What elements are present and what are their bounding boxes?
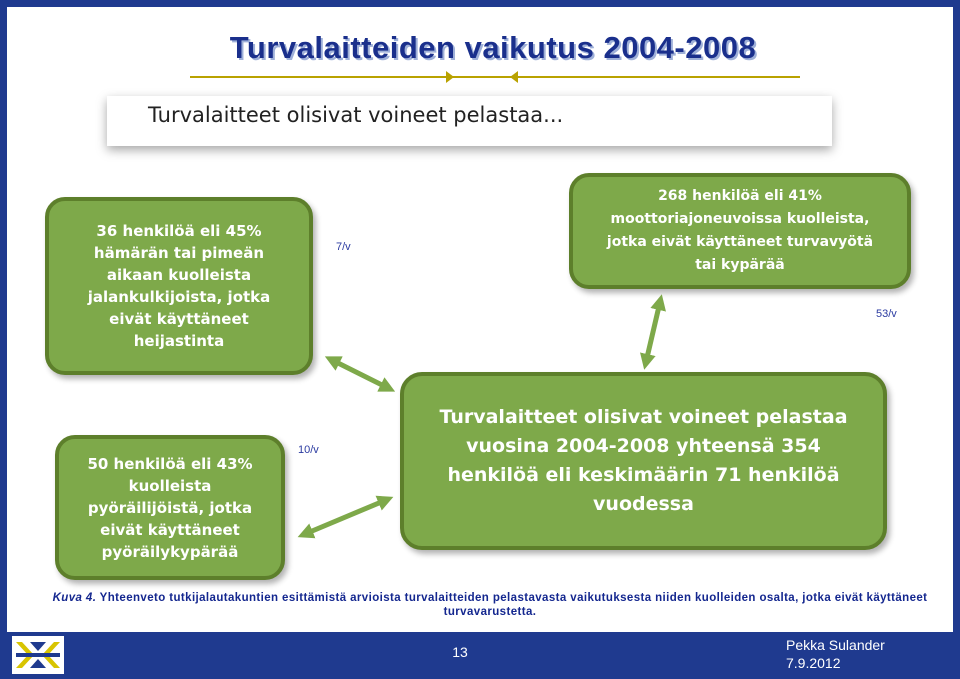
subtitle: Turvalaitteet olisivat voineet pelastaa...	[148, 103, 564, 127]
figure-caption	[30, 591, 950, 619]
slide-title: Turvalaitteiden vaikutus 2004-2008	[229, 30, 757, 65]
logo-icon	[12, 636, 64, 674]
arrow-pedestrians-summary	[332, 360, 388, 388]
arrow-cyclists-summary	[305, 500, 386, 534]
summary-text: Turvalaitteet olisivat voineet pelastaa vuosina 2004-2008 yhteensä 354 henkilöä eli keskimäärin 71 henkilöä vuodessa	[439, 406, 848, 515]
caption-text: Yhteenveto tutkijalautakuntien esittämistä arvioista turvalaitteiden pelastavasta vaikutuksesta niiden kuolleiden osalta, jotka eivät käyttäneet turvavarustetta.	[96, 592, 928, 618]
page-number: 13	[452, 644, 468, 660]
organization-logo	[11, 635, 65, 675]
pedestrians-rate: 7/v	[336, 241, 351, 253]
motorists-rate: 53/v	[876, 308, 897, 320]
caption-lead: Kuva 4.	[52, 592, 97, 604]
pedestrians-text: 36 henkilöä eli 45% hämärän tai pimeän aikaan kuolleista jalankulkijoista, jotka eivät käyttäneet heijastinta	[87, 222, 271, 350]
footer-date: 7.9.2012	[786, 655, 841, 671]
motorists-text: 268 henkilöä eli 41% moottoriajoneuvoissa kuolleista, jotka eivät käyttäneet turvavyötä tai kypärää	[606, 188, 874, 273]
arrow-motorists-summary	[646, 302, 660, 362]
cyclists-text: 50 henkilöä eli 43% kuolleista pyöräilijöistä, jotka eivät käyttäneet pyöräilykypärää	[87, 454, 253, 561]
cyclists-rate: 10/v	[298, 444, 319, 456]
footer-author: Pekka Sulander	[786, 637, 885, 653]
